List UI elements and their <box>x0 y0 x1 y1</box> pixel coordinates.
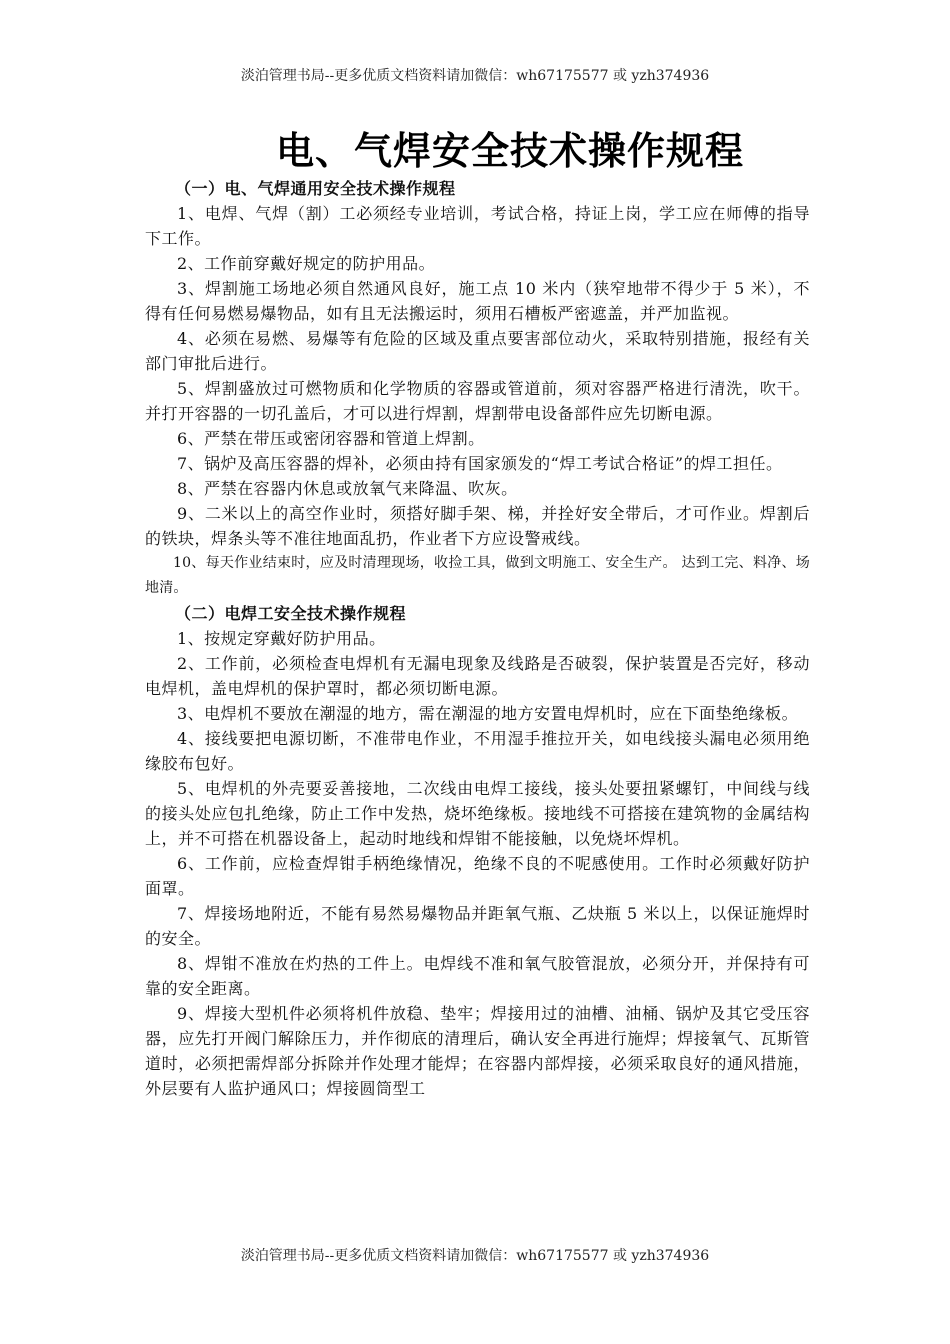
section-2-item: 8、焊钳不准放在灼热的工件上。电焊线不准和氧气胶管混放，必须分开，并保持有可靠的安全距离。 <box>145 954 810 998</box>
document-body <box>145 176 810 1101</box>
section-1-item: 4、必须在易燃、易爆等有危险的区域及重点要害部位动火，采取特别措施，报经有关部门审批后进行。 <box>145 329 810 373</box>
section-2-item: 9、焊接大型机件必须将机件放稳、垫牢；焊接用过的油槽、油桶、锅炉及其它受压容器，应先打开阀门解除压力，并作彻底的清理后，确认安全再进行施焊；焊接氧气、瓦斯管道时，必须把需焊部分拆除并作处理才能焊；在容器内部焊接，必须采取良好的通风措施，外层要有人监护通风口；焊接圆筒型工 <box>145 1004 810 1098</box>
section-1-item: 7、锅炉及高压容器的焊补，必须由持有国家颁发的“焊工考试合格证”的焊工担任。 <box>177 454 783 473</box>
section-1-item: 3、焊割施工场地必须自然通风良好，施工点 10 米内（狭窄地带不得少于 5 米），不得有任何易燃易爆物品，如有且无法搬运时，须用石槽板严密遮盖，并严加监视。 <box>145 279 810 323</box>
section-2-item: 3、电焊机不要放在潮湿的地方，需在潮湿的地方安置电焊机时，应在下面垫绝缘板。 <box>177 704 799 723</box>
document-title: 电、气焊安全技术操作规程 <box>275 129 744 173</box>
section-1-item: 1、电焊、气焊（割）工必须经专业培训，考试合格，持证上岗，学工应在师傅的指导下工作。 <box>145 204 810 248</box>
section-2-item: 4、接线要把电源切断，不准带电作业，不用湿手推拉开关，如电线接头漏电必须用绝缘胶布包好。 <box>145 729 810 773</box>
section-1-heading: （一）电、气焊通用安全技术操作规程 <box>175 179 456 198</box>
section-1-item: 10、每天作业结束时，应及时清理现场，收捡工具，做到文明施工、安全生产。 达到工完、料净、场地清。 <box>145 555 810 596</box>
section-1-item: 5、焊割盛放过可燃物质和化学物质的容器或管道前，须对容器严格进行清洗，吹干。并打开容器的一切孔盖后，才可以进行焊割，焊割带电设备部件应先切断电源。 <box>145 379 810 423</box>
section-2-item: 2、工作前，必须检查电焊机有无漏电现象及线路是否破裂，保护装置是否完好，移动电焊机，盖电焊机的保护罩时，都必须切断电源。 <box>145 654 810 698</box>
section-2-item: 5、电焊机的外壳要妥善接地，二次线由电焊工接线，接头处要扭紧螺钉，中间线与线的接头处应包扎绝缘，防止工作中发热，烧坏绝缘板。接地线不可搭接在建筑物的金属结构上，并不可搭在机器设备上，起动时地线和焊钳不能接触，以免烧坏焊机。 <box>145 779 810 848</box>
section-2-item: 1、按规定穿戴好防护用品。 <box>177 629 386 648</box>
page-header: 淡泊管理书局--更多优质文档资料请加微信：wh67175577 或 yzh374936 <box>240 68 710 84</box>
section-2-item: 7、焊接场地附近，不能有易然易爆物品并距氧气瓶、乙炔瓶 5 米以上，以保证施焊时的安全。 <box>145 904 810 948</box>
section-1-item: 8、严禁在容器内休息或放氧气来降温、吹灰。 <box>177 479 518 498</box>
section-2-item: 6、工作前，应检查焊钳手柄绝缘情况，绝缘不良的不呢感使用。工作时必须戴好防护面罩。 <box>145 854 810 898</box>
page-footer: 淡泊管理书局--更多优质文档资料请加微信：wh67175577 或 yzh374936 <box>240 1248 710 1264</box>
section-1-item: 9、二米以上的高空作业时，须搭好脚手架、梯，并拴好安全带后，才可作业。焊割后的铁块，焊条头等不准往地面乱扔，作业者下方应设警戒线。 <box>145 504 810 548</box>
section-2-heading: （二）电焊工安全技术操作规程 <box>175 604 407 623</box>
section-1-item: 6、严禁在带压或密闭容器和管道上焊割。 <box>177 429 485 448</box>
section-1-item: 2、工作前穿戴好规定的防护用品。 <box>177 254 436 273</box>
